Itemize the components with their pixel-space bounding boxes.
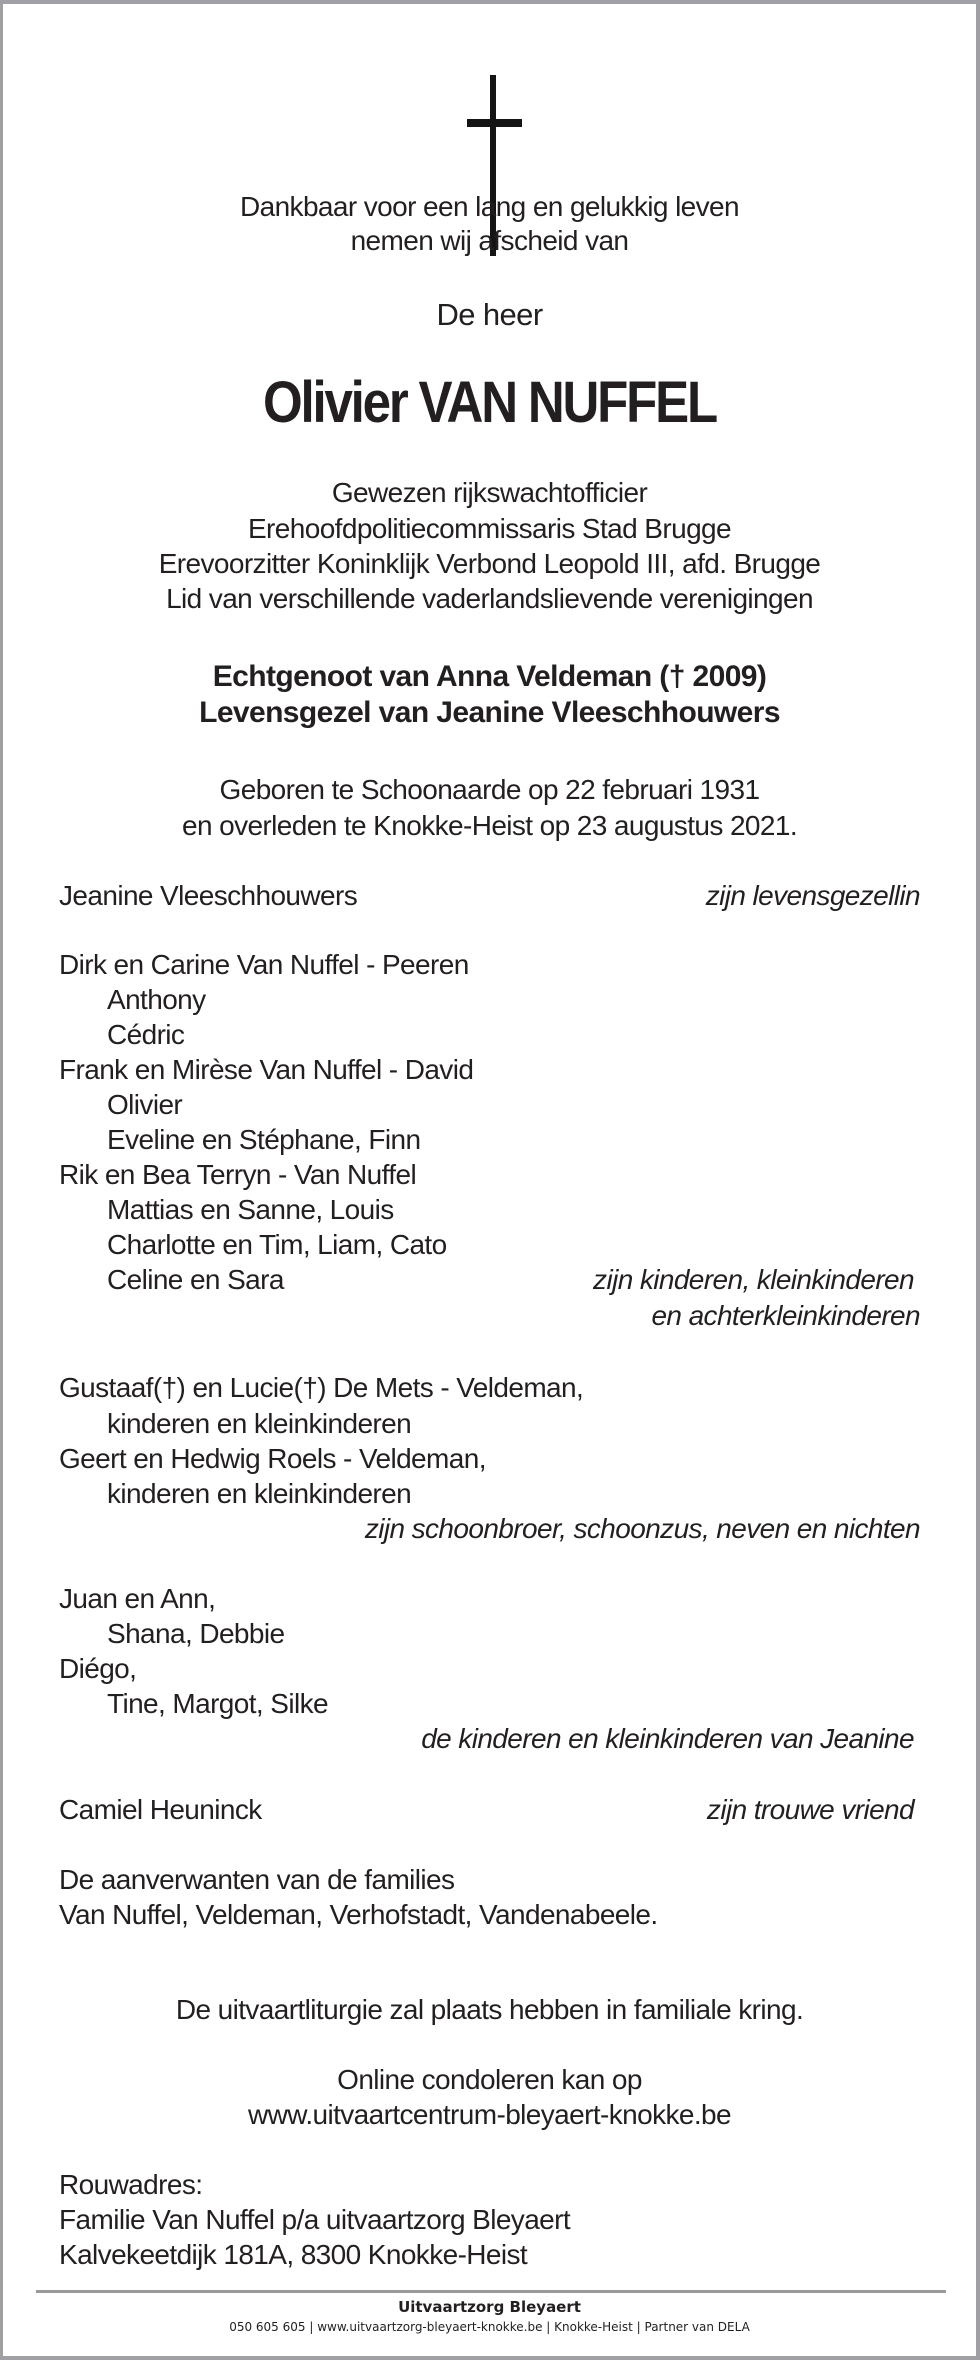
deceased-name: Olivier VAN NUFFEL	[263, 370, 716, 435]
friend-name: Camiel Heuninck	[59, 1794, 262, 1825]
family-line: kinderen en kleinkinderen	[107, 1408, 412, 1439]
funeral-note: De uitvaartliturgie zal plaats hebben in familiale kring.	[175, 1994, 804, 2025]
in-laws-role: zijn schoonbroer, schoonzus, neven en nichten	[364, 1513, 920, 1544]
relatives-line: De aanverwanten van de families	[59, 1864, 455, 1895]
title-line: Lid van verschillende vaderlandslievende verenigingen	[166, 583, 813, 614]
footer-company: Uitvaartzorg Bleyaert	[398, 2298, 581, 2316]
friend-role: zijn trouwe vriend	[706, 1794, 914, 1825]
obituary-page	[3, 4, 976, 2356]
family-line: Rik en Bea Terryn - Van Nuffel	[59, 1159, 417, 1190]
address-label: Rouwadres:	[59, 2169, 203, 2200]
birth-line: Geboren te Schoonaarde op 22 februari 1931	[219, 774, 760, 805]
title-line: Erehoofdpolitiecommissaris Stad Brugge	[247, 513, 731, 544]
family-line: Geert en Hedwig Roels - Veldeman,	[59, 1443, 486, 1474]
salutation: De heer	[436, 297, 543, 332]
family-line: kinderen en kleinkinderen	[107, 1478, 412, 1509]
family-line: Celine en Sara	[107, 1264, 284, 1295]
family-line: Eveline en Stéphane, Finn	[107, 1124, 421, 1155]
children-role: zijn kinderen, kleinkinderen	[593, 1264, 914, 1295]
cross-icon-bar	[467, 119, 522, 127]
condolence-label: Online condoleren kan op	[337, 2064, 642, 2095]
family-line: Diégo,	[59, 1653, 137, 1684]
title-line: Erevoorzitter Koninklijk Verbond Leopold III, afd. Brugge	[158, 548, 821, 579]
jeanine-family-role: de kinderen en kleinkinderen van Jeanine	[421, 1723, 914, 1754]
intro-line-1: Dankbaar voor een lang en gelukkig leven	[239, 191, 740, 222]
family-line: Frank en Mirèse Van Nuffel - David	[59, 1054, 474, 1085]
relatives-line: Van Nuffel, Veldeman, Verhofstadt, Vandenabeele.	[59, 1899, 658, 1930]
footer-info: 050 605 605 | www.uitvaartzorg-bleyaert-knokke.be | Knokke-Heist | Partner van DELA	[229, 2320, 750, 2334]
children-role: en achterkleinkinderen	[651, 1300, 920, 1331]
relation-line: Echtgenoot van Anna Veldeman († 2009)	[212, 660, 767, 693]
intro-line-2: nemen wij afscheid van	[350, 225, 629, 256]
footer-divider	[36, 2290, 946, 2293]
death-line: en overleden te Knokke-Heist op 23 augustus 2021.	[181, 810, 798, 841]
family-line: Cédric	[107, 1019, 185, 1050]
family-line: Olivier	[107, 1089, 183, 1120]
family-line: Mattias en Sanne, Louis	[107, 1194, 394, 1225]
address-line: Kalvekeetdijk 181A, 8300 Knokke-Heist	[59, 2239, 528, 2270]
partner-name: Jeanine Vleeschhouwers	[59, 880, 358, 911]
relation-line: Levensgezel van Jeanine Vleeschhouwers	[199, 696, 780, 729]
condolence-url[interactable]: www.uitvaartcentrum-bleyaert-knokke.be	[248, 2099, 731, 2130]
title-line: Gewezen rijkswachtofficier	[331, 477, 648, 508]
family-line: Juan en Ann,	[59, 1583, 216, 1614]
address-line: Familie Van Nuffel p/a uitvaartzorg Bleyaert	[59, 2204, 571, 2235]
family-line: Gustaaf(†) en Lucie(†) De Mets - Veldeman,	[59, 1372, 584, 1403]
family-line: Anthony	[107, 984, 206, 1015]
family-line: Shana, Debbie	[107, 1618, 285, 1649]
family-line: Charlotte en Tim, Liam, Cato	[107, 1229, 447, 1260]
family-line: Dirk en Carine Van Nuffel - Peeren	[59, 949, 469, 980]
family-line: Tine, Margot, Silke	[107, 1688, 328, 1719]
partner-role: zijn levensgezellin	[705, 880, 920, 911]
